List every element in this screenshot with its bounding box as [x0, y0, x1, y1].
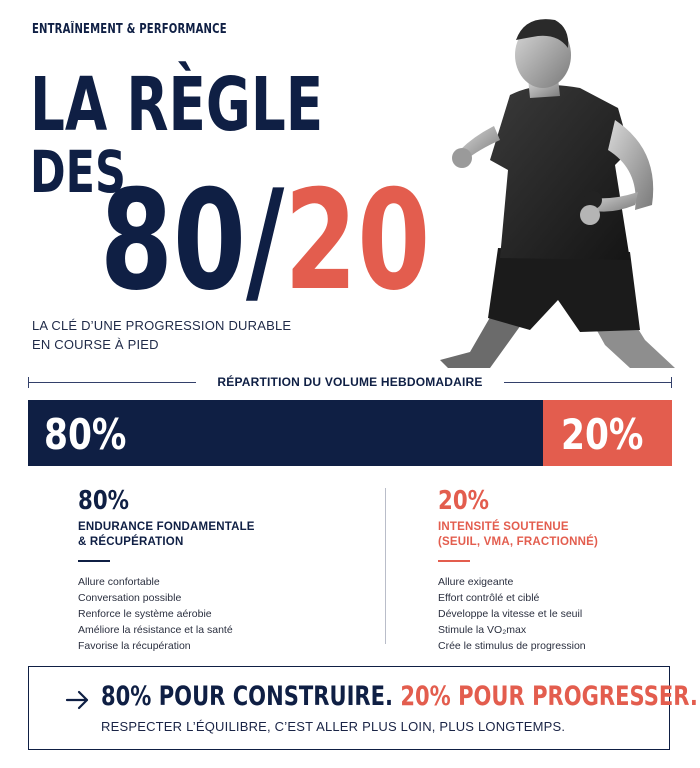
endurance-heading — [78, 520, 255, 550]
distribution-header — [28, 373, 672, 393]
list-item: Stimule la VO₂max — [438, 623, 527, 636]
column-intensity — [438, 488, 598, 654]
runner-illustration — [430, 0, 700, 368]
eyebrow-label: ENTRAÎNEMENT & PERFORMANCE — [32, 22, 227, 37]
tagline-progresser: 20% POUR PROGRESSER. — [400, 681, 698, 712]
list-item: Allure exigeante — [438, 575, 514, 588]
list-item: Conversation possible — [78, 591, 182, 604]
bar-segment-endurance — [28, 400, 543, 466]
endurance-heading-line-1: ENDURANCE FONDAMENTALE — [78, 521, 255, 533]
bar-label-80: 80% — [44, 410, 127, 459]
column-endurance — [78, 488, 255, 654]
ratio-slash: / — [245, 160, 285, 321]
list-item: Améliore la résistance et la santé — [78, 623, 233, 636]
endurance-percent: 80% — [78, 486, 130, 516]
intensity-rule — [438, 560, 470, 562]
bar-label-20: 20% — [561, 410, 644, 459]
list-item: Développe la vitesse et le seuil — [438, 607, 583, 620]
list-item: Crée le stimulus de progression — [438, 639, 586, 652]
distribution-label: RÉPARTITION DU VOLUME HEBDOMADAIRE — [217, 375, 483, 389]
subtitle-line-1: LA CLÉ D’UNE PROGRESSION DURABLE — [32, 318, 292, 333]
list-item: Renforce le système aérobie — [78, 607, 212, 620]
header-tick-right — [671, 377, 672, 388]
subtitle-line-2: EN COURSE À PIED — [32, 337, 159, 352]
bar-segment-intensity — [543, 400, 672, 466]
subtitle — [32, 316, 291, 354]
big-ratio — [100, 160, 431, 321]
tagline-construire: 80% POUR CONSTRUIRE. — [101, 681, 394, 712]
endurance-rule — [78, 560, 110, 562]
list-item: Effort contrôlé et ciblé — [438, 591, 540, 604]
ratio-80: 80 — [100, 160, 246, 321]
intensity-heading — [438, 520, 598, 550]
list-item: Allure confortable — [78, 575, 160, 588]
list-item: Favorise la récupération — [78, 639, 191, 652]
intensity-list — [438, 574, 598, 654]
header-rule-right — [504, 382, 672, 383]
title-line-2: DES — [30, 138, 126, 206]
intensity-heading-line-2: (SEUIL, VMA, FRACTIONNÉ) — [438, 536, 599, 548]
tagline-subline: RESPECTER L’ÉQUILIBRE, C’EST ALLER PLUS LOIN, PLUS LONGTEMPS. — [101, 719, 566, 734]
intensity-percent: 20% — [438, 486, 490, 516]
intensity-heading-line-1: INTENSITÉ SOUTENUE — [438, 521, 569, 533]
tagline — [101, 681, 698, 712]
ratio-20: 20 — [284, 160, 431, 321]
summary-box — [28, 666, 698, 750]
column-divider — [385, 488, 386, 644]
title-line-1: LA RÈGLE — [30, 62, 324, 148]
distribution-bar — [28, 400, 672, 466]
endurance-list — [78, 574, 255, 654]
arrow-right-icon — [65, 689, 91, 711]
endurance-heading-line-2: & RÉCUPÉRATION — [78, 536, 184, 548]
